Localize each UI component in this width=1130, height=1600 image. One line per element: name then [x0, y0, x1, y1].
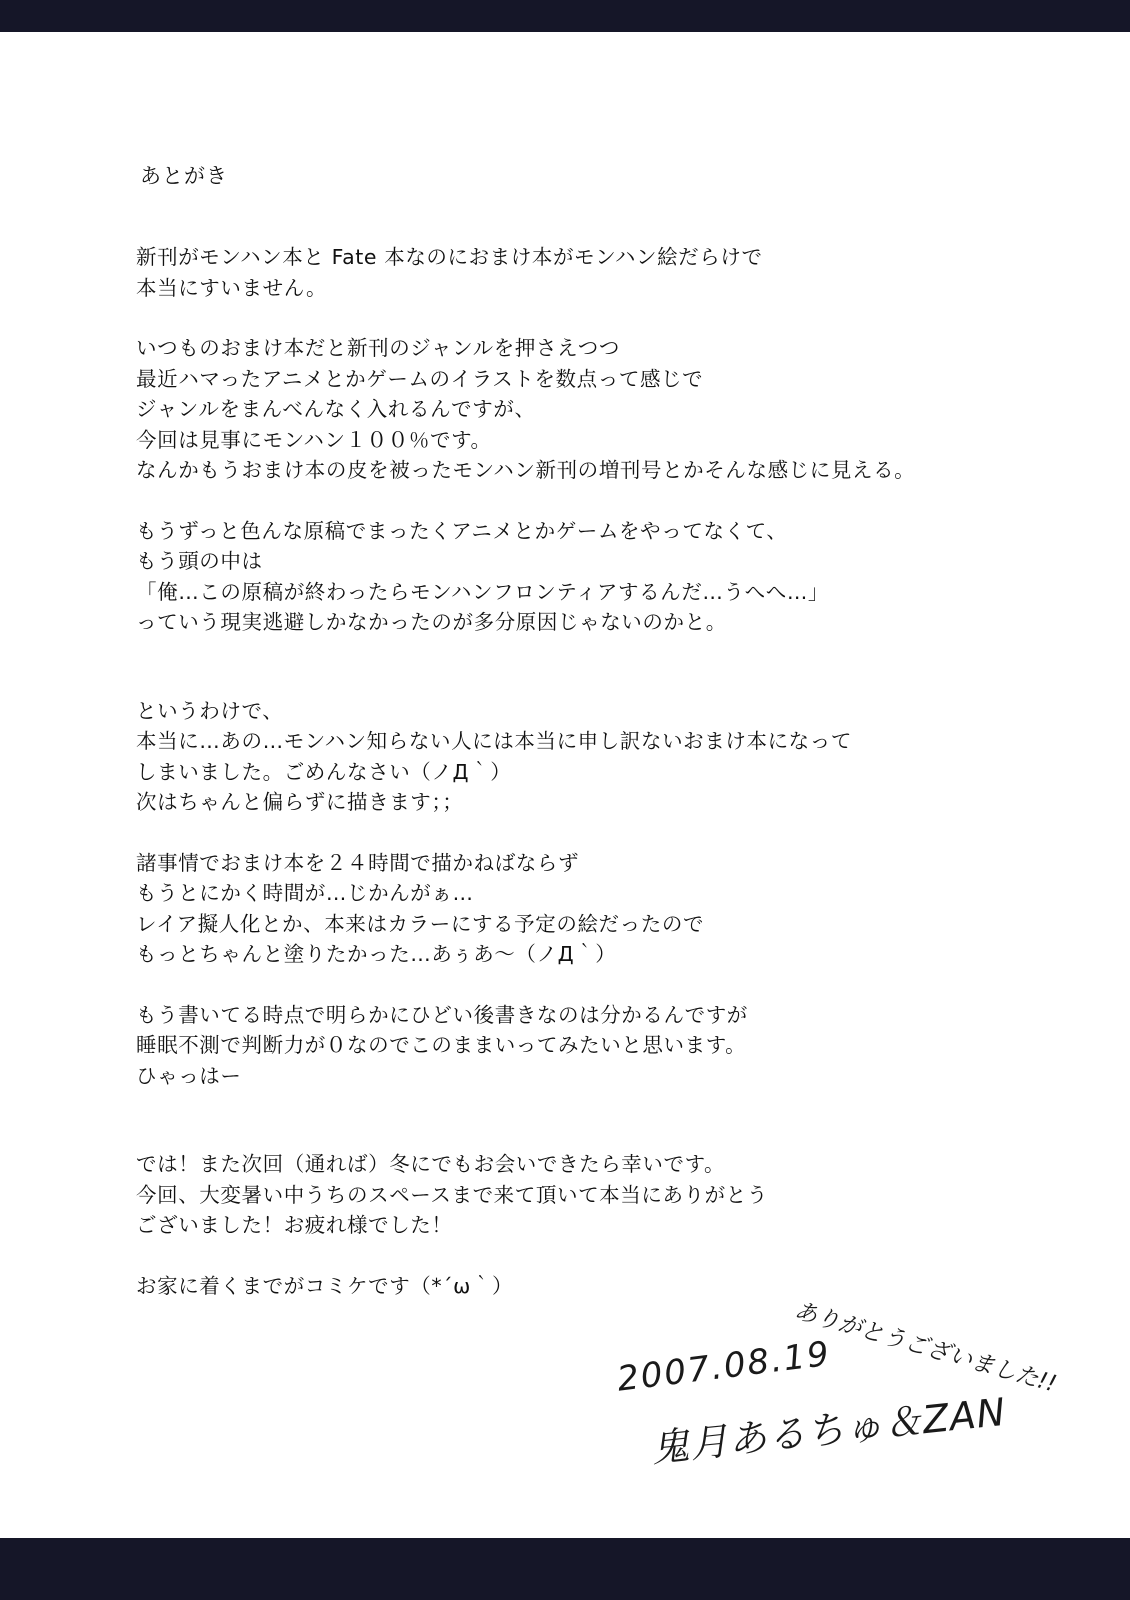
text-line: レイア擬人化とか、本来はカラーにする予定の絵だったので	[136, 911, 705, 936]
text-line: もっとちゃんと塗りたかった…あぅあ～（ノД｀）	[136, 942, 617, 966]
text-line: 本当にすいません。	[136, 275, 328, 300]
afterword-body	[136, 242, 1036, 1331]
text-line: では！また次回（通れば）冬にでもお会いできたら幸いです。	[136, 1152, 726, 1176]
page-title: あとがき	[140, 164, 228, 188]
paragraph	[136, 1000, 1036, 1092]
paragraph	[136, 1149, 1036, 1241]
text-line: 次はちゃんと偏らずに描きます；；	[136, 790, 464, 814]
paragraph	[136, 848, 1036, 970]
text-line: ひゃっはー	[136, 1063, 242, 1088]
text-line: というわけで、	[136, 698, 284, 723]
text-line: 新刊がモンハン本と Fate 本なのにおまけ本がモンハン絵だらけで	[136, 245, 763, 269]
paragraph	[136, 696, 1036, 818]
handwritten-date: 2007.08.19	[615, 1333, 833, 1400]
top-border-band	[0, 0, 1130, 32]
text-line: もう書いてる時点で明らかにひどい後書きなのは分かるんですが	[136, 1002, 748, 1027]
text-line: お家に着くまでがコミケです（*´ω｀）	[136, 1273, 514, 1298]
text-line: 今回は見事にモンハン１００％です。	[136, 427, 492, 452]
text-line: 最近ハマったアニメとかゲームのイラストを数点って感じで	[136, 366, 704, 391]
text-line: 諸事情でおまけ本を２４時間で描かねばならず	[136, 850, 580, 875]
paragraph	[136, 1271, 1036, 1302]
text-line: もうずっと色んな原稿でまったくアニメとかゲームをやってなくて、	[136, 518, 788, 543]
handwritten-signature: 鬼月あるちゅ＆ZAN	[648, 1389, 1009, 1471]
paragraph	[136, 242, 1036, 303]
paragraph	[136, 333, 1036, 486]
text-line: っていう現実逃避しかなかったのが多分原因じゃないのかと。	[136, 610, 727, 634]
text-line: 本当に…あの…モンハン知らない人には本当に申し訳ないおまけ本になって	[136, 729, 852, 753]
text-line: しまいました。ごめんなさい（ノД｀）	[136, 759, 512, 784]
text-line: なんかもうおまけ本の皮を被ったモンハン新刊の増刊号とかそんな感じに見える。	[136, 458, 916, 482]
text-line: 「俺…この原稿が終わったらモンハンフロンティアするんだ…うへへ…」	[136, 579, 830, 604]
text-line: もうとにかく時間が…じかんがぁ…	[136, 881, 474, 905]
handwritten-thanks: ありがとうございました!!	[791, 1297, 1060, 1398]
text-line: もう頭の中は	[136, 549, 263, 573]
paragraph	[136, 516, 1036, 638]
text-line: 睡眠不測で判断力が０なのでこのままいってみたいと思います。	[136, 1033, 747, 1057]
text-line: いつものおまけ本だと新刊のジャンルを押さえつつ	[136, 336, 620, 360]
bottom-border-band	[0, 1538, 1130, 1600]
text-line: ジャンルをまんべんなく入れるんですが、	[136, 397, 536, 421]
text-line: ございました！お疲れ様でした！	[136, 1213, 453, 1237]
text-line: 今回、大変暑い中うちのスペースまで来て頂いて本当にありがとう	[136, 1182, 768, 1207]
